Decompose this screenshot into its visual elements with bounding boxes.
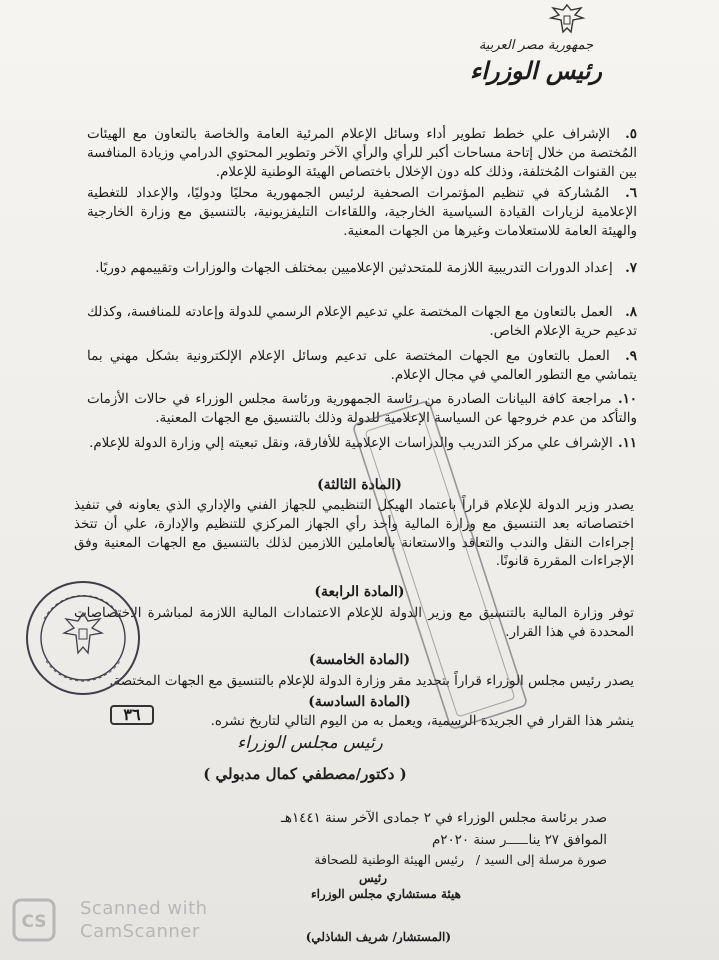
article-text: يصدر رئيس مجلس الوزراء قراراً بتحديد مقر وزارة الدولة للإعلام بالتنسيق مع الجهات المختصة. xyxy=(109,674,634,689)
signature-title: رئيس مجلس الوزراء xyxy=(237,733,383,753)
stamp-serial-number: ٣٦ xyxy=(110,705,154,725)
article-heading: (المادة السادسة) xyxy=(308,694,411,710)
item-text: مراجعة كافة البيانات الصادرة من رئاسة الجمهورية ورئاسة مجلس الوزراء في حالات الأزمات والتأكد من عدم خروجها عن السياسة الإعلامية للدولة وذلك بالتنسيق مع الجهات المعنية. xyxy=(87,392,637,426)
recipient-2-name: (المستشار/ شريف الشاذلي) xyxy=(305,930,451,944)
header-country: جمهورية مصر العربية xyxy=(478,38,594,53)
signature-name: ( دكتور/مصطفي كمال مدبولي ) xyxy=(203,765,407,783)
article-heading: (المادة الخامسة) xyxy=(308,652,411,668)
recipient-2-title: رئيس xyxy=(358,871,388,885)
item-text: المُشاركة في تنظيم المؤتمرات الصحفية لرئيس الجمهورية محليًا ودوليًا، والإعداد للتغطية الإعلامية لزيارات القيادة السياسية الخارجية، واللقاءات التليفزيونية، بالتنسيق مع وزارة الخارجية والهيئة العامة للاستعلامات وغيرها من الجهات المعنية. xyxy=(87,186,637,239)
list-item xyxy=(87,347,637,386)
issue-date-prefix: الموافق ٢٧ ينا xyxy=(528,833,607,848)
issue-date-hijri: صدر برئاسة مجلس الوزراء في ٢ جمادى الآخر سنة ١٤٤١هـ xyxy=(280,811,607,826)
watermark-line-2: CamScanner xyxy=(80,921,200,942)
item-number: ٩. xyxy=(625,348,637,364)
watermark-line-1: Scanned with xyxy=(80,898,208,919)
list-item xyxy=(87,259,637,279)
overlay-stamp-icon xyxy=(330,385,550,745)
item-text: الإشراف علي مركز التدريب والدراسات الإعلامية للأفارقة، ونقل تبعيته إلي وزارة الدولة للإعلام. xyxy=(89,436,613,451)
list-item xyxy=(87,303,637,342)
issue-date-suffix: ر سنة ٢٠٢٠م xyxy=(431,833,507,848)
official-round-stamp-icon xyxy=(24,579,142,697)
item-number: ٧. xyxy=(625,260,637,276)
list-item xyxy=(87,125,637,182)
item-number: ٨. xyxy=(625,304,637,320)
article-heading: (المادة الثالثة) xyxy=(317,477,402,493)
list-item xyxy=(87,184,637,241)
camscanner-logo-text: CS xyxy=(21,912,47,932)
article-text: يصدر وزير الدولة للإعلام قراراً باعتماد الهيكل التنظيمي للجهاز الفني والإداري الذي يعاونه في تنفيذ اختصاصاته بعد التنسيق مع وزارة المالية وأخذ رأي الجهاز المركزي للتنظيم والإدارة، علي أن تتخذ إجراءات النقل والندب والتعاقد والاستعانة بالعاملين اللازمين لذلك بالتنسيق مع الجهات المعنية وفق الإجراءات المقررة قانونًا. xyxy=(74,498,634,570)
item-text: الإشراف علي خطط تطوير أداء وسائل الإعلام المرئية العامة والخاصة بالتعاون مع الهيئات المُختصة من خلال إتاحة مساحات أكبر للرأي والرأي الآخر وتطوير المحتوي الدرامي وزيادة المنافسة بين القنوات المُختلفة، وذلك كله دون الإخلال باختصاص الهيئة الوطنية للإعلام. xyxy=(87,127,637,180)
recipient-1: رئيس الهيئة الوطنية للصحافة xyxy=(314,852,464,867)
issue-date-gregorian xyxy=(187,832,607,851)
item-number: ٦. xyxy=(625,185,637,201)
item-text: العمل بالتعاون مع الجهات المختصة على تدعيم وسائل الإعلام الإلكترونية بشكل مهني بما يتماشي مع التطور العالمي في مجال الإعلام. xyxy=(87,349,637,383)
header-office: رئيس الوزراء xyxy=(470,56,602,85)
item-number: ١٠. xyxy=(617,391,637,407)
copy-sent-label: صورة مرسلة إلى السيد / xyxy=(475,852,607,867)
date-underline xyxy=(506,843,528,844)
camscanner-logo-icon xyxy=(12,898,56,942)
item-number: ١١. xyxy=(617,435,637,451)
item-text: إعداد الدورات التدريبية اللازمة للمتحدثين الإعلاميين بمختلف الجهات والوزارات وتقييمهم دوريًا. xyxy=(95,261,613,276)
item-number: ٥. xyxy=(625,126,637,142)
recipient-2-body: هيئة مستشاري مجلس الوزراء xyxy=(310,887,461,901)
eagle-emblem-icon xyxy=(545,2,589,36)
article-heading: (المادة الرابعة) xyxy=(314,584,405,600)
item-text: العمل بالتعاون مع الجهات المختصة علي تدعيم الإعلام الرسمي للدولة وإعادته للمنافسة، وكذلك تدعيم حرية الإعلام الخاص. xyxy=(87,305,637,339)
article-text: توفر وزارة المالية بالتنسيق مع وزير الدولة للإعلام الاعتمادات المالية اللازمة لمباشرة الاختصاصات المحددة في هذا القرار. xyxy=(74,606,634,640)
article-text: ينشر هذا القرار في الجريدة الرسمية، ويعمل به من اليوم التالي لتاريخ نشره. xyxy=(210,714,634,729)
